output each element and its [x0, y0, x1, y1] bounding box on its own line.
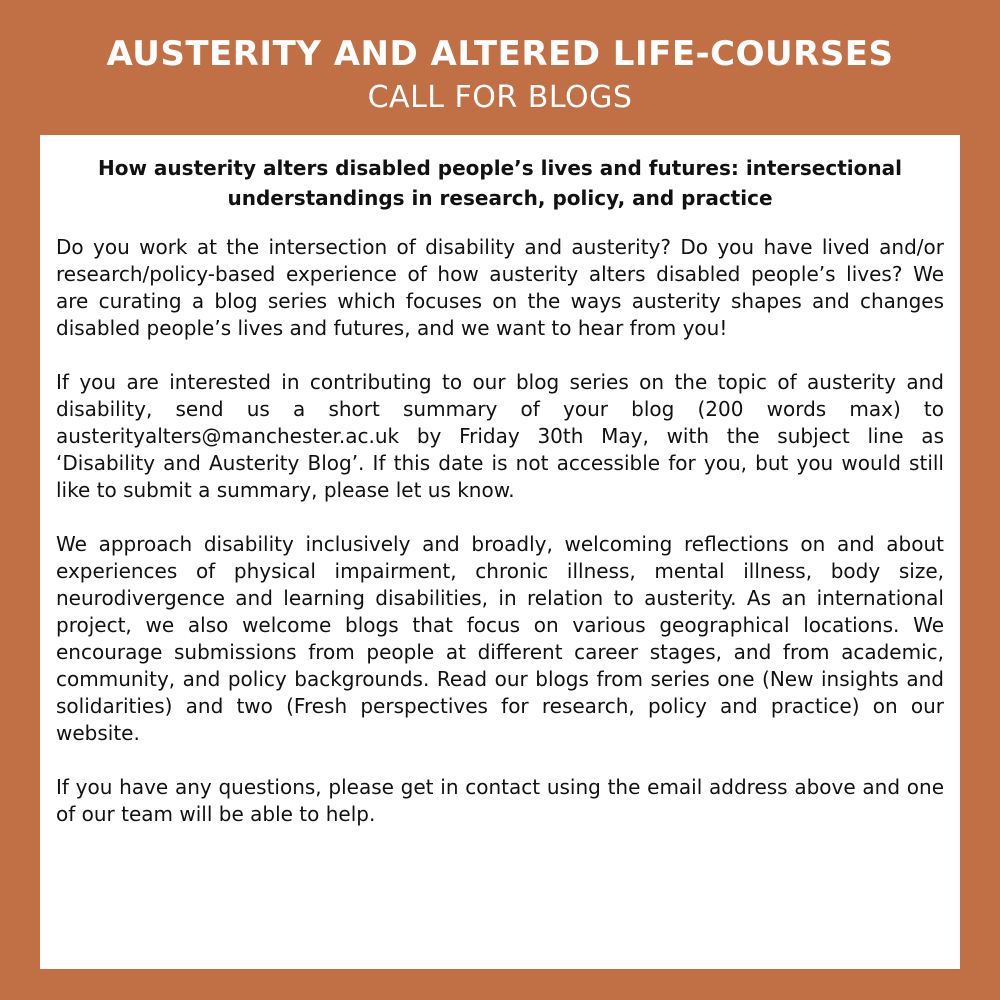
header [0, 34, 1000, 118]
paragraph-scope: We approach disability inclusively and broadly, welcoming reflections on and about experiences of physical impairment, chronic illness, mental illness, body size, neurodivergence and learning disabilities, in relation to austerity. As an international project, we also welcome blogs that focus on various geographical locations. We encourage submissions from people at different career stages, and from academic, community, and policy backgrounds. Read our blogs from series one (New insights and solidarities) and two (Fresh perspectives for research, policy and practice) on our website. [56, 532, 944, 745]
page-subtitle: CALL FOR BLOGS [367, 80, 633, 115]
paragraph-contact: If you have any questions, please get in contact using the email address above and one of our team will be able to help. [56, 775, 944, 826]
page-title: AUSTERITY AND ALTERED LIFE-COURSES [106, 34, 894, 74]
paragraph-intro: Do you work at the intersection of disability and austerity? Do you have lived and/or research/policy-based experience of how austerity alters disabled people’s lives? We are curating a blog series which focuses on the ways austerity shapes and changes disabled people’s lives and futures, and we want to hear from you! [56, 235, 944, 340]
paragraph-submission: If you are interested in contributing to our blog series on the topic of austerity and disability, send us a short summary of your blog (200 words max) to austerityalters@manchester.ac.uk by Friday 30th May, with the subject line as ‘Disability and Austerity Blog’. If this date is not accessible for you, but you would still like to submit a summary, please let us know. [56, 370, 944, 502]
content-card [40, 135, 960, 969]
card-heading: How austerity alters disabled people’s lives and futures: intersectional understandings in research, policy, and practice [98, 156, 902, 210]
